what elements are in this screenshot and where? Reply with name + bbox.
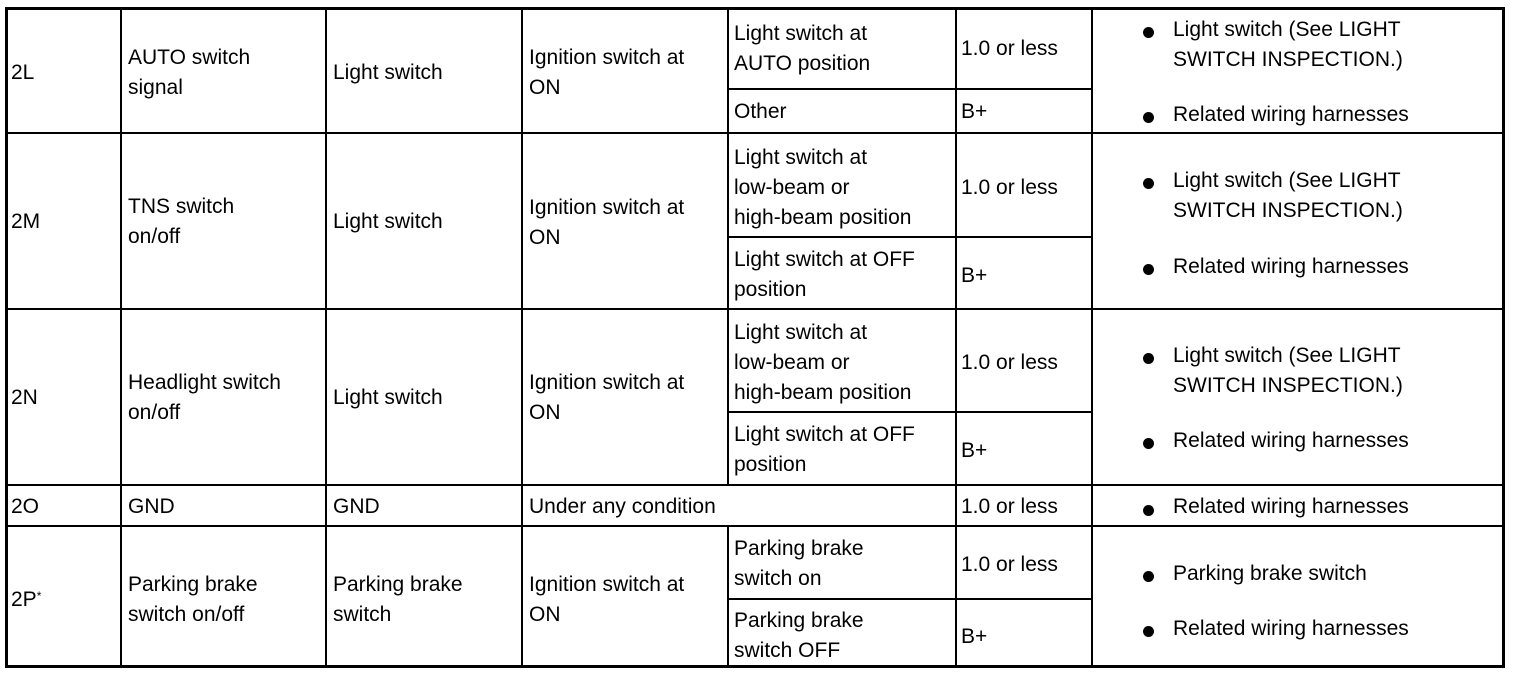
measurement-item-cell: Light switch	[333, 61, 443, 84]
subrow-rule	[727, 411, 1093, 413]
inspection-item: Related wiring harnesses	[1173, 617, 1409, 640]
column-rule	[955, 10, 957, 665]
state-cell: Light switch at low-beam or high-beam position	[734, 321, 912, 404]
voltage-cell: 1.0 or less	[961, 553, 1058, 576]
connected-to-cell: Parking brake switch on/off	[128, 573, 258, 626]
bullet-icon	[1143, 178, 1154, 189]
voltage-cell: B+	[961, 439, 988, 462]
voltage-cell: 1.0 or less	[961, 37, 1058, 60]
condition-cell: Ignition switch at ON	[529, 196, 685, 249]
bullet-icon	[1143, 438, 1154, 449]
bullet-icon	[1143, 353, 1154, 364]
voltage-cell: B+	[961, 625, 988, 648]
measurement-item-cell: Light switch	[333, 210, 443, 233]
bullet-icon	[1143, 505, 1154, 516]
connected-to-cell: TNS switch on/off	[128, 195, 235, 248]
measurement-item-cell: Parking brake switch	[333, 573, 463, 626]
state-cell: Light switch at low-beam or high-beam position	[734, 146, 912, 229]
inspection-item: Light switch (See LIGHT SWITCH INSPECTION.)	[1173, 18, 1403, 71]
subrow-rule	[727, 236, 1093, 238]
row-rule	[8, 308, 1502, 310]
condition-cell: Ignition switch at ON	[529, 573, 685, 626]
terminal-cell: 2M	[11, 210, 41, 233]
inspection-item: Related wiring harnesses	[1173, 429, 1409, 452]
inspection-item: Light switch (See LIGHT SWITCH INSPECTION.)	[1173, 169, 1403, 222]
inspection-item: Parking brake switch	[1173, 562, 1367, 585]
connected-to-cell: Headlight switch on/off	[128, 371, 281, 424]
column-rule	[521, 10, 523, 665]
bullet-icon	[1143, 264, 1154, 275]
row-rule	[8, 132, 1502, 134]
state-cell: Parking brake switch on	[734, 537, 864, 590]
column-rule	[1091, 10, 1093, 665]
bullet-icon	[1143, 27, 1154, 38]
voltage-cell: 1.0 or less	[961, 176, 1058, 199]
footnote-mark: *	[36, 589, 42, 603]
voltage-cell: 1.0 or less	[961, 351, 1058, 374]
inspection-item: Related wiring harnesses	[1173, 495, 1409, 518]
inspection-item: Light switch (See LIGHT SWITCH INSPECTION.)	[1173, 344, 1403, 397]
condition-cell: Ignition switch at ON	[529, 46, 685, 99]
state-cell: Parking brake switch OFF	[734, 609, 864, 662]
terminal-cell: 2O	[11, 495, 40, 518]
connected-to-cell: AUTO switch signal	[128, 46, 251, 99]
row-rule	[8, 484, 1502, 486]
column-rule	[325, 10, 327, 665]
connected-to-cell: GND	[128, 495, 175, 518]
state-cell: Light switch at OFF position	[734, 248, 915, 301]
state-cell: Light switch at OFF position	[734, 423, 915, 476]
terminal-voltage-table	[5, 7, 1505, 668]
condition-cell: Under any condition	[529, 495, 716, 518]
state-cell: Light switch at AUTO position	[734, 22, 871, 75]
column-rule	[727, 525, 729, 665]
terminal-cell: 2N	[11, 386, 38, 409]
voltage-cell: B+	[961, 264, 988, 287]
column-rule	[120, 10, 122, 665]
voltage-cell: B+	[961, 100, 988, 123]
measurement-item-cell: Light switch	[333, 386, 443, 409]
measurement-item-cell: GND	[333, 495, 380, 518]
terminal-cell: 2P*	[11, 588, 42, 611]
inspection-item: Related wiring harnesses	[1173, 103, 1409, 126]
inspection-item: Related wiring harnesses	[1173, 255, 1409, 278]
state-cell: Other	[734, 100, 787, 123]
row-rule	[8, 525, 1502, 527]
terminal-cell: 2L	[11, 61, 35, 84]
condition-cell: Ignition switch at ON	[529, 371, 685, 424]
bullet-icon	[1143, 112, 1154, 123]
subrow-rule	[727, 88, 1093, 90]
bullet-icon	[1143, 626, 1154, 637]
voltage-cell: 1.0 or less	[961, 495, 1058, 518]
bullet-icon	[1143, 571, 1154, 582]
subrow-rule	[727, 598, 1093, 600]
